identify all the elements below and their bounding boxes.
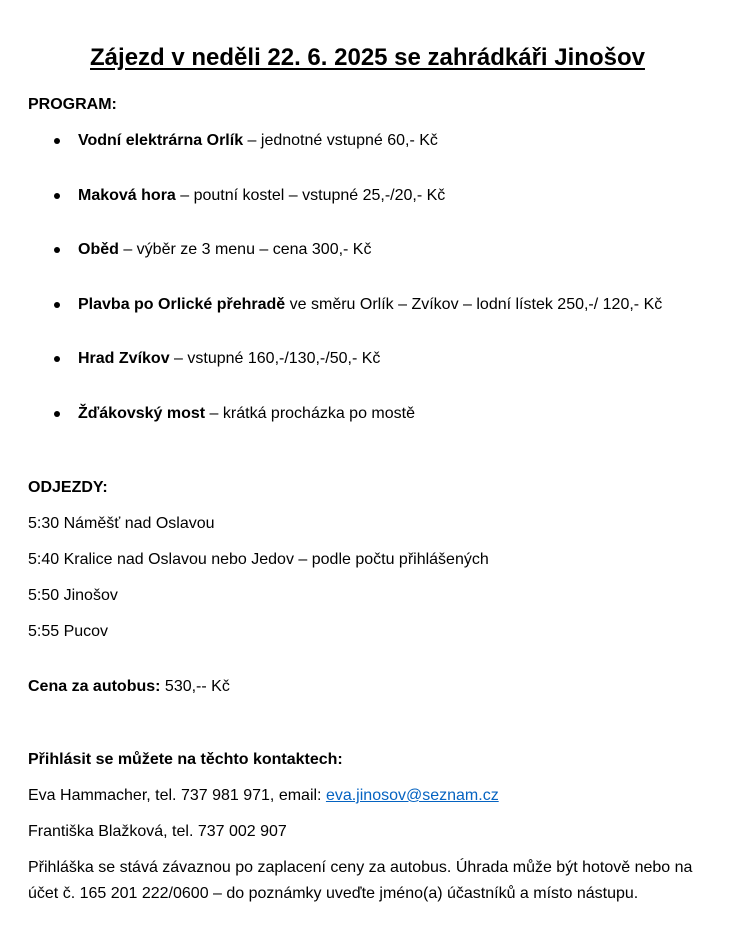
program-item-detail: – krátká procházka po mostě	[205, 405, 415, 422]
program-item	[0, 131, 735, 151]
program-item-name: Maková hora	[78, 187, 176, 204]
contacts-heading: Přihlásit se můžete na těchto kontaktech:	[28, 751, 343, 768]
bus-price-label: Cena za autobus:	[28, 678, 161, 695]
bullet-icon	[54, 193, 60, 199]
program-item	[0, 240, 735, 260]
program-item	[0, 186, 735, 206]
email-link[interactable]: eva.jinosov@seznam.cz	[325, 787, 499, 804]
program-item-detail: – vstupné 160,-/130,-/50,- Kč	[169, 350, 381, 367]
program-item	[0, 349, 735, 369]
bus-price	[28, 677, 230, 697]
bullet-icon	[54, 247, 60, 253]
departures-heading: ODJEZDY:	[28, 479, 108, 496]
program-item-name: Plavba po Orlické přehradě	[78, 296, 286, 313]
bullet-icon	[54, 411, 60, 417]
program-item-detail: ve směru Orlík – Zvíkov – lodní lístek 250,-/ 120,- Kč	[285, 296, 663, 313]
bullet-icon	[54, 356, 60, 362]
departure-item: 5:50 Jinošov	[28, 587, 118, 604]
contact-eva-text: Eva Hammacher, tel. 737 981 971, email:	[28, 787, 326, 804]
program-item-name: Vodní elektrárna Orlík	[78, 132, 244, 149]
program-item-detail: – jednotné vstupné 60,- Kč	[243, 132, 438, 149]
departure-item: 5:40 Kralice nad Oslavou nebo Jedov – podle počtu přihlášených	[28, 551, 489, 568]
contact-eva	[28, 786, 499, 806]
program-item-detail: – poutní kostel – vstupné 25,-/20,- Kč	[175, 187, 446, 204]
document-title: Zájezd v neděli 22. 6. 2025 se zahrádkáři Jinošov	[90, 44, 645, 71]
departure-item: 5:30 Náměšť nad Oslavou	[28, 515, 215, 532]
contact-frantiska: Františka Blažková, tel. 737 002 907	[28, 823, 287, 840]
program-item-name: Žďákovský most	[78, 405, 206, 422]
bullet-icon	[54, 302, 60, 308]
program-item	[0, 404, 735, 424]
program-heading: PROGRAM:	[28, 96, 117, 113]
program-item	[0, 295, 735, 315]
program-item-name: Oběd	[78, 241, 119, 258]
bullet-icon	[54, 138, 60, 144]
bus-price-value: 530,-- Kč	[160, 678, 230, 695]
program-item-name: Hrad Zvíkov	[78, 350, 170, 367]
departure-item: 5:55 Pucov	[28, 623, 109, 640]
registration-note: Přihláška se stává závaznou po zaplacení ceny za autobus. Úhrada může být hotově nebo na účet č. 165 201 222/0600 – do poznámky uveďte jméno(a) účastníků a místo nástupu.	[28, 859, 693, 902]
program-item-detail: – výběr ze 3 menu – cena 300,- Kč	[118, 241, 372, 258]
